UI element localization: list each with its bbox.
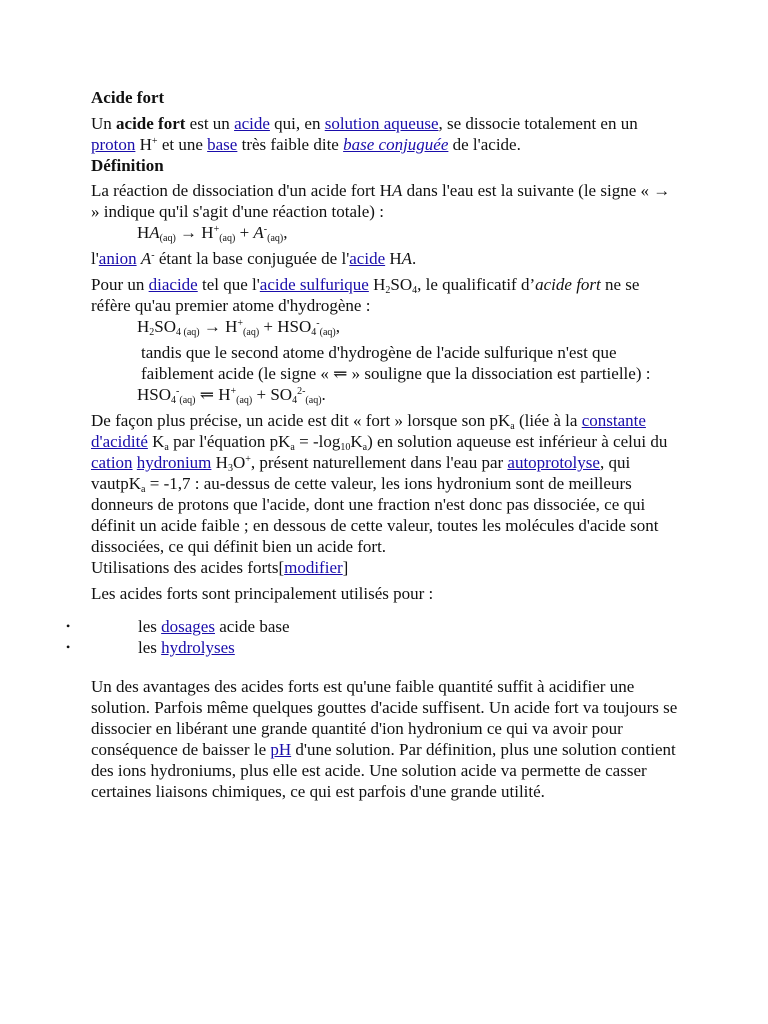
article-body xyxy=(66,87,681,802)
link-proton[interactable]: proton xyxy=(91,135,136,154)
link-solution-aqueuse[interactable]: solution aqueuse xyxy=(324,114,439,133)
list-item: • les dosages acide base xyxy=(66,617,290,636)
heading-acide-fort: Acide fort xyxy=(91,88,165,107)
link-dosages[interactable]: dosages xyxy=(161,617,215,636)
link-hydronium[interactable]: hydronium xyxy=(136,453,212,472)
link-acide-2[interactable]: acide xyxy=(349,249,386,268)
bullet-icon: • xyxy=(66,619,71,633)
link-base[interactable]: base xyxy=(207,135,238,154)
diacide-paragraph: Pour un diacide tel que l'acide sulfurique $H_2SO_4$, le qualificatif d’acide fort ne se réfère qu'au premier atome d'hydrogène : xyxy=(91,275,640,315)
equation-2: $H_2SO_{4 (aq)} \to H^+_{(aq)} + HSO_4^-_{(aq)}$, xyxy=(137,317,340,338)
second-hydrogen-paragraph: tandis que le second atome d'hydrogène de l'acide sulfurique n'est que faiblement acide (le signe « ⥫ » souligne que la dissociation est partielle) : xyxy=(141,343,651,383)
list-item: • les hydrolyses xyxy=(66,638,235,657)
link-ph[interactable]: pH xyxy=(270,740,292,759)
link-cation[interactable]: cation xyxy=(91,453,133,472)
anion-paragraph: l'anion A- étant la base conjuguée de l'acide HA. xyxy=(91,249,417,268)
heading-definition: Définition xyxy=(91,156,164,175)
intro-paragraph: Un acide fort est un acide qui, en solution aqueuse, se dissocie totalement en un proton H+ et une base très faible dite base conjuguée de l'acide. xyxy=(91,114,638,154)
equation-1: $HA_{(aq)} \to H^+_{(aq)} + A^-_{(aq)}$, xyxy=(137,223,288,244)
link-acide[interactable]: acide xyxy=(234,114,270,133)
uses-list xyxy=(66,616,681,658)
equation-3: $HSO_4^-_{(aq)}$ ⥫ $H^+_{(aq)} + SO_4^{2-}_{(aq)}$. xyxy=(137,385,326,406)
pka-paragraph: De façon plus précise, un acide est dit « fort » lorsque son $pK_a$ (liée à la constante d'acidité $K_a$ par l'équation $pK_a = -\log_{10}K_a$) en solution aqueuse est inférieur à celui du cation hydronium $H_3O^+$, présent naturellement dans l'eau par autoprotolyse, qui vautpK$_a$ = -1,7 : au-dessus de cette valeur, les ions hydronium sont de meilleurs donneurs de protons que l'acide, dont une fraction n'est donc pas dissociée, ce qui définit un acide faible ; en dessous de cette valeur, toutes les molécules d'acide sont dissociées, ce qui définit bien un acide fort. xyxy=(91,411,668,556)
link-acide-sulfurique[interactable]: acide sulfurique xyxy=(259,275,369,294)
link-constante-acidite[interactable]: constante d'acidité xyxy=(91,411,646,451)
bullet-icon: • xyxy=(66,640,71,654)
definition-paragraph: La réaction de dissociation d'un acide fort HA dans l'eau est la suivante (le signe « → » indique qu'il s'agit d'une réaction totale) : xyxy=(91,181,671,221)
uses-heading: Utilisations des acides forts[modifier] xyxy=(91,558,349,577)
advantages-paragraph: Un des avantages des acides forts est qu'une faible quantité suffit à acidifier une solution. Parfois même quelques gouttes d'acide suffisent. Un acide fort va toujours se dissocier en libérant une grande quantité d'ion hydronium ce qui va avoir pour conséquence de baisser le pH d'une solution. Par définition, plus une solution contient des ions hydroniums, plus elle est acide. Une solution acide va permette de casser certaines liaisons chimiques, ce qui est parfois d'une grande utilité. xyxy=(91,677,678,801)
link-modifier[interactable]: modifier xyxy=(284,558,343,577)
link-base-conjuguee[interactable]: base conjuguée xyxy=(343,135,449,154)
uses-lead: Les acides forts sont principalement utilisés pour : xyxy=(91,584,434,603)
link-hydrolyses[interactable]: hydrolyses xyxy=(161,638,235,657)
link-anion[interactable]: anion xyxy=(98,249,137,268)
link-autoprotolyse[interactable]: autoprotolyse xyxy=(507,453,600,472)
link-diacide[interactable]: diacide xyxy=(148,275,198,294)
